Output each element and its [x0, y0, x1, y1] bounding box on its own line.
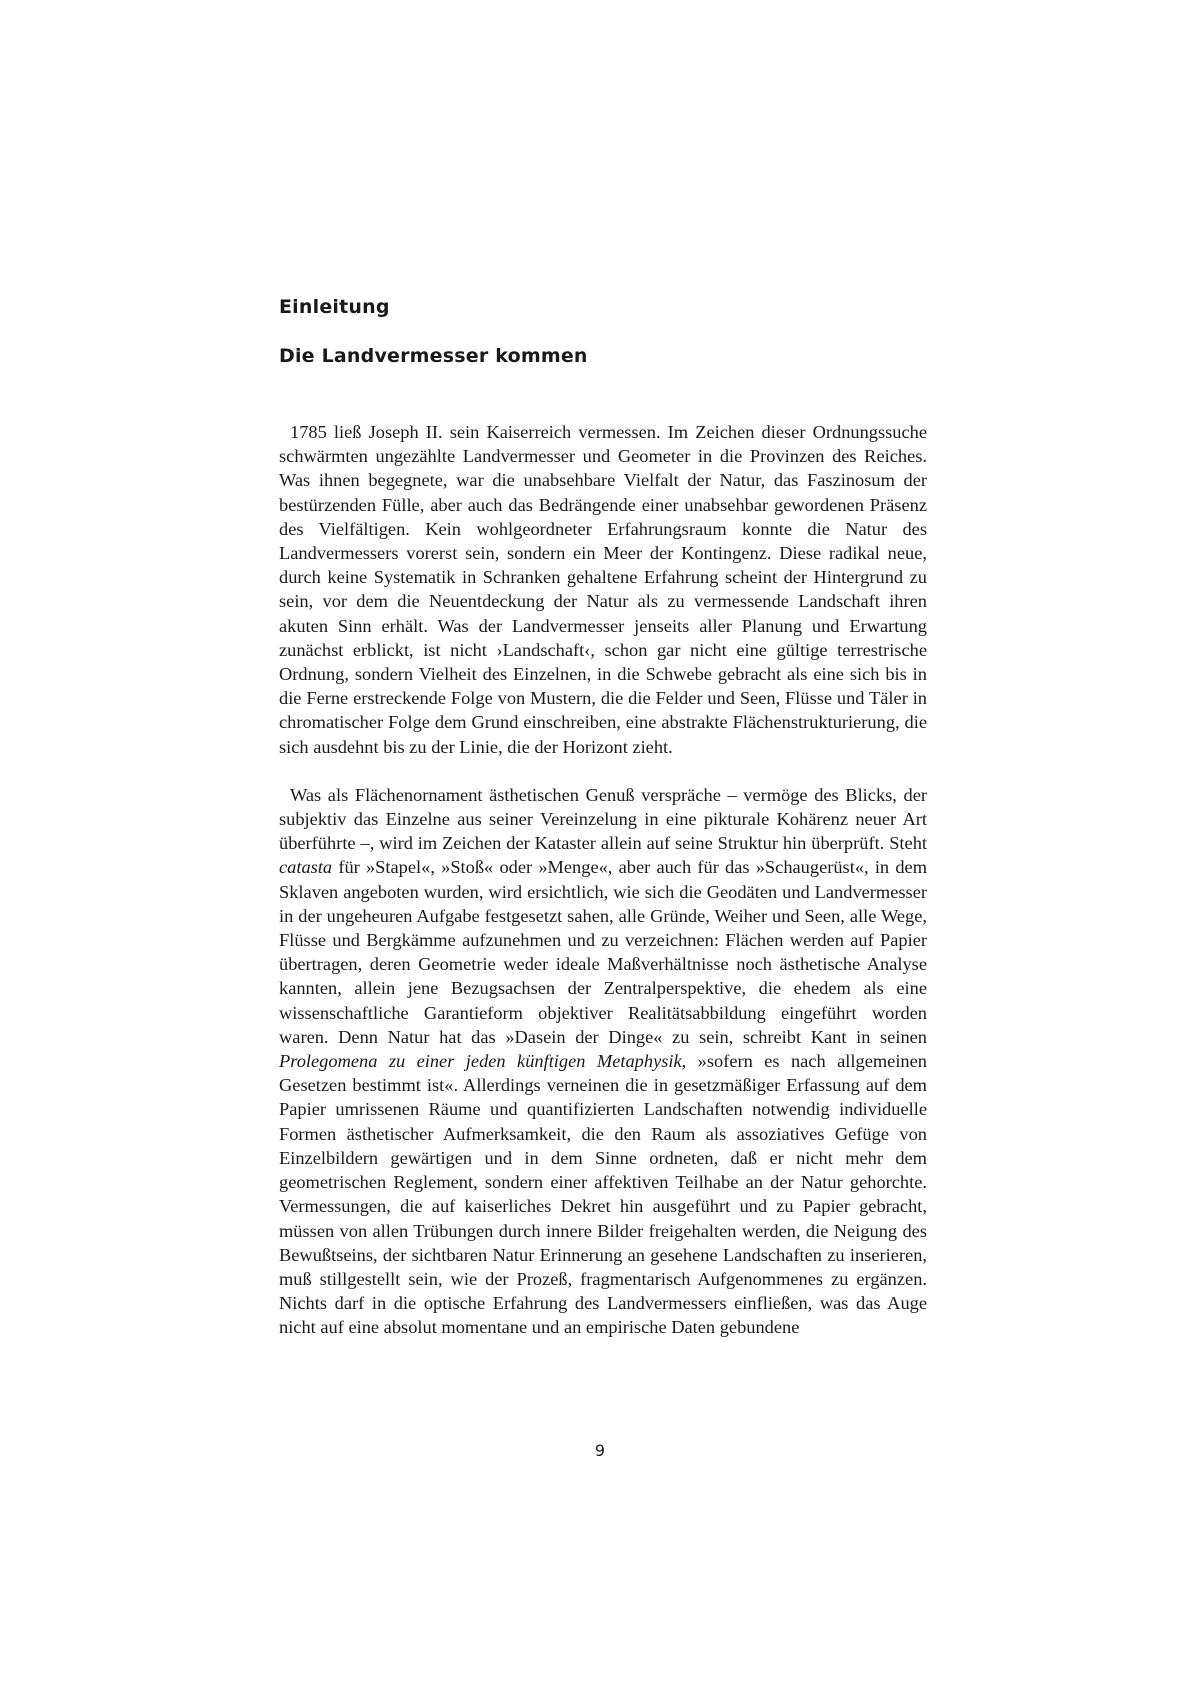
italic-term-catasta: catasta — [279, 857, 333, 878]
chapter-subtitle: Die Landvermesser kommen — [279, 345, 588, 367]
paragraph-2-part-3: , »sofern es nach allgemeinen Gesetzen bestimmt ist«. Allerdings verneinen die in gesetzmäßiger Erfassung auf dem Papier umrissenen Räume und quantifizierten Landschaften notwendig individuelle Formen ästhetischer Aufmerksamkeit, die den Raum als assoziatives Gefüge von Einzelbildern gewärtigen und in dem Sinne ordneten, daß er nicht mehr dem geometrischen Reglement, sondern einer affektiven Teilhabe an der Natur gehorchte. Vermessungen, die auf kaiserliches Dekret hin ausgeführt und zu Papier gebracht, müssen von allen Trübungen durch innere Bilder freigehalten werden, die Neigung des Bewußtseins, der sichtbaren Natur Erinnerung an gesehene Landschaften zu inserieren, muß stillgestellt sein, wie der Prozeß, fragmentarisch Aufgenommenes zu ergänzen. Nichts darf in die optische Erfahrung des Landvermessers einfließen, was das Auge nicht auf eine absolut momentane und an empirische Daten gebundene — [279, 1051, 927, 1338]
chapter-title: Einleitung — [279, 296, 390, 318]
page-number: 9 — [594, 1441, 606, 1460]
paragraph-2-part-2: für »Stapel«, »Stoß« oder »Menge«, aber auch für das »Schaugerüst«, in dem Sklaven angeboten wurden, wird ersichtlich, wie sich die Geodäten und Landvermesser in der ungeheuren Aufgabe festgesetzt sahen, alle Gründe, Weiher und Seen, alle Wege, Flüsse und Bergkämme aufzunehmen und zu verzeichnen: Flächen werden auf Papier übertragen, deren Geometrie weder ideale Maßverhältnisse noch ästhetische Analyse kannten, allein jene Bezugsachsen der Zentralperspektive, die ehedem als eine wissenschaftliche Garantieform objektiver Realitätsabbildung eingeführt worden waren. Denn Natur hat das »Dasein der Dinge« zu sein, schreibt Kant in seinen — [279, 857, 927, 1047]
paragraph-2-part-1: Was als Flächenornament ästhetischen Genuß verspräche – vermöge des Blicks, der subjektiv das Einzelne aus seiner Vereinzelung in eine pikturale Kohärenz neuer Art überführte –, wird im Zeichen der Kataster allein auf seine Struktur hin überprüft. Steht — [279, 784, 927, 854]
body-text — [279, 420, 927, 1340]
paragraph-1: 1785 ließ Joseph II. sein Kaiserreich vermessen. Im Zeichen dieser Ordnungssuche schwärmten ungezählte Landvermesser und Geometer in die Provinzen des Reiches. Was ihnen begegnete, war die unabsehbare Vielfalt der Natur, das Faszinosum der bestürzenden Fülle, aber auch das Bedrängende einer unabsehbar gewordenen Präsenz des Vielfältigen. Kein wohlgeordneter Erfahrungsraum konnte die Natur des Landvermessers vorerst sein, sondern ein Meer der Kontingenz. Diese radikal neue, durch keine Systematik in Schranken gehaltene Erfahrung scheint der Hintergrund zu sein, vor dem die Neuentdeckung der Natur als zu vermessende Landschaft ihren akuten Sinn erhält. Was der Landvermesser jenseits aller Planung und Erwartung zunächst erblickt, ist nicht ›Landschaft‹, schon gar nicht eine gültige terrestrische Ordnung, sondern Vielheit des Einzelnen, in die Schwebe gebracht als eine sich bis in die Ferne erstreckende Folge von Mustern, die die Felder und Seen, Flüsse und Täler in chromatischer Folge dem Grund einschreiben, eine abstrakte Flächenstrukturierung, die sich ausdehnt bis zu der Linie, die der Horizont zieht. — [279, 422, 927, 757]
paragraph-2 — [279, 783, 927, 1340]
italic-book-title: Prolegomena zu einer jeden künftigen Metaphysik — [279, 1051, 682, 1072]
